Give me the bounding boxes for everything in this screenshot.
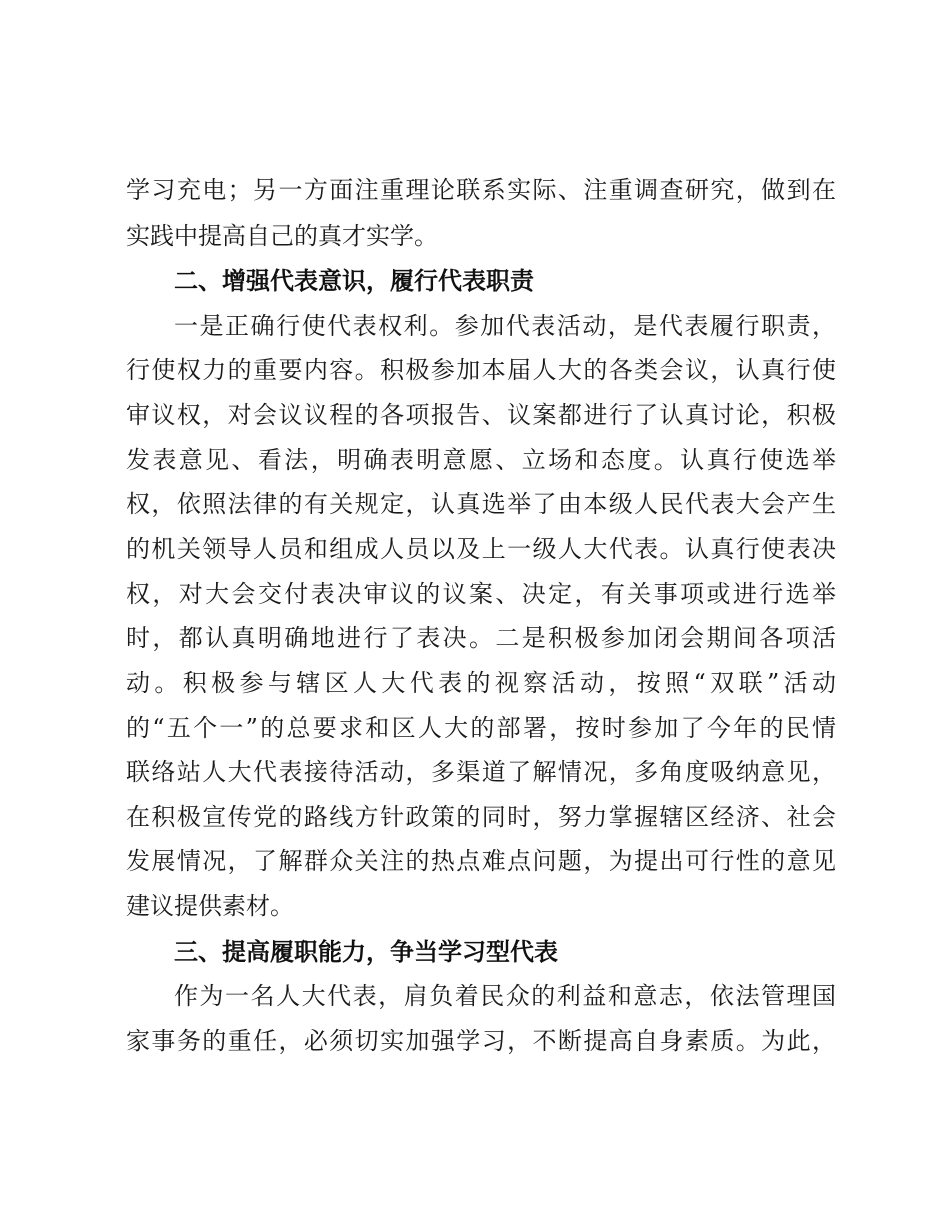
body-text-line: 审议权，对会议议程的各项报告、议案都进行了认真讨论，积极	[126, 401, 836, 429]
body-text-line: 联络站人大代表接待活动，多渠道了解情况，多角度吸纳意见，	[126, 758, 836, 786]
body-text-line: 发表意见、看法，明确表明意愿、立场和态度。认真行使选举	[126, 446, 836, 474]
body-text-line: 行使权力的重要内容。积极参加本届人大的各类会议，认真行使	[126, 356, 836, 384]
body-text-line: 发展情况，了解群众关注的热点难点问题，为提出可行性的意见	[126, 847, 836, 875]
body-text-line: 家事务的重任，必须切实加强学习，不断提高自身素质。为此，	[126, 1027, 836, 1055]
body-text-line: 实践中提高自己的真才实学。	[126, 222, 438, 250]
body-text-line: 在积极宣传党的路线方针政策的同时，努力掌握辖区经济、社会	[126, 803, 836, 831]
section-heading-two: 二、增强代表意识，履行代表职责	[174, 267, 534, 295]
body-text-line: 的机关领导人员和组成人员以及上一级人大代表。认真行使表决	[126, 535, 836, 563]
body-text-line: 的“五个一”的总要求和区人大的部署，按时参加了今年的民情	[126, 714, 836, 742]
body-text-line: 权，对大会交付表决审议的议案、决定，有关事项或进行选举	[126, 580, 836, 608]
body-text-line: 权，依照法律的有关规定，认真选举了由本级人民代表大会产生	[126, 490, 836, 518]
body-text-line: 建议提供素材。	[126, 892, 294, 920]
body-text-line: 一是正确行使代表权利。参加代表活动，是代表履行职责，	[174, 312, 836, 340]
body-text-line: 作为一名人大代表，肩负着民众的利益和意志，依法管理国	[174, 982, 836, 1010]
body-text-line: 学习充电；另一方面注重理论联系实际、注重调查研究，做到在	[126, 176, 836, 204]
section-heading-three: 三、提高履职能力，争当学习型代表	[174, 938, 558, 966]
body-text-line: 时，都认真明确地进行了表决。二是积极参加闭会期间各项活	[126, 624, 836, 652]
body-text-line: 动。积极参与辖区人大代表的视察活动，按照“双联”活动	[126, 669, 836, 697]
